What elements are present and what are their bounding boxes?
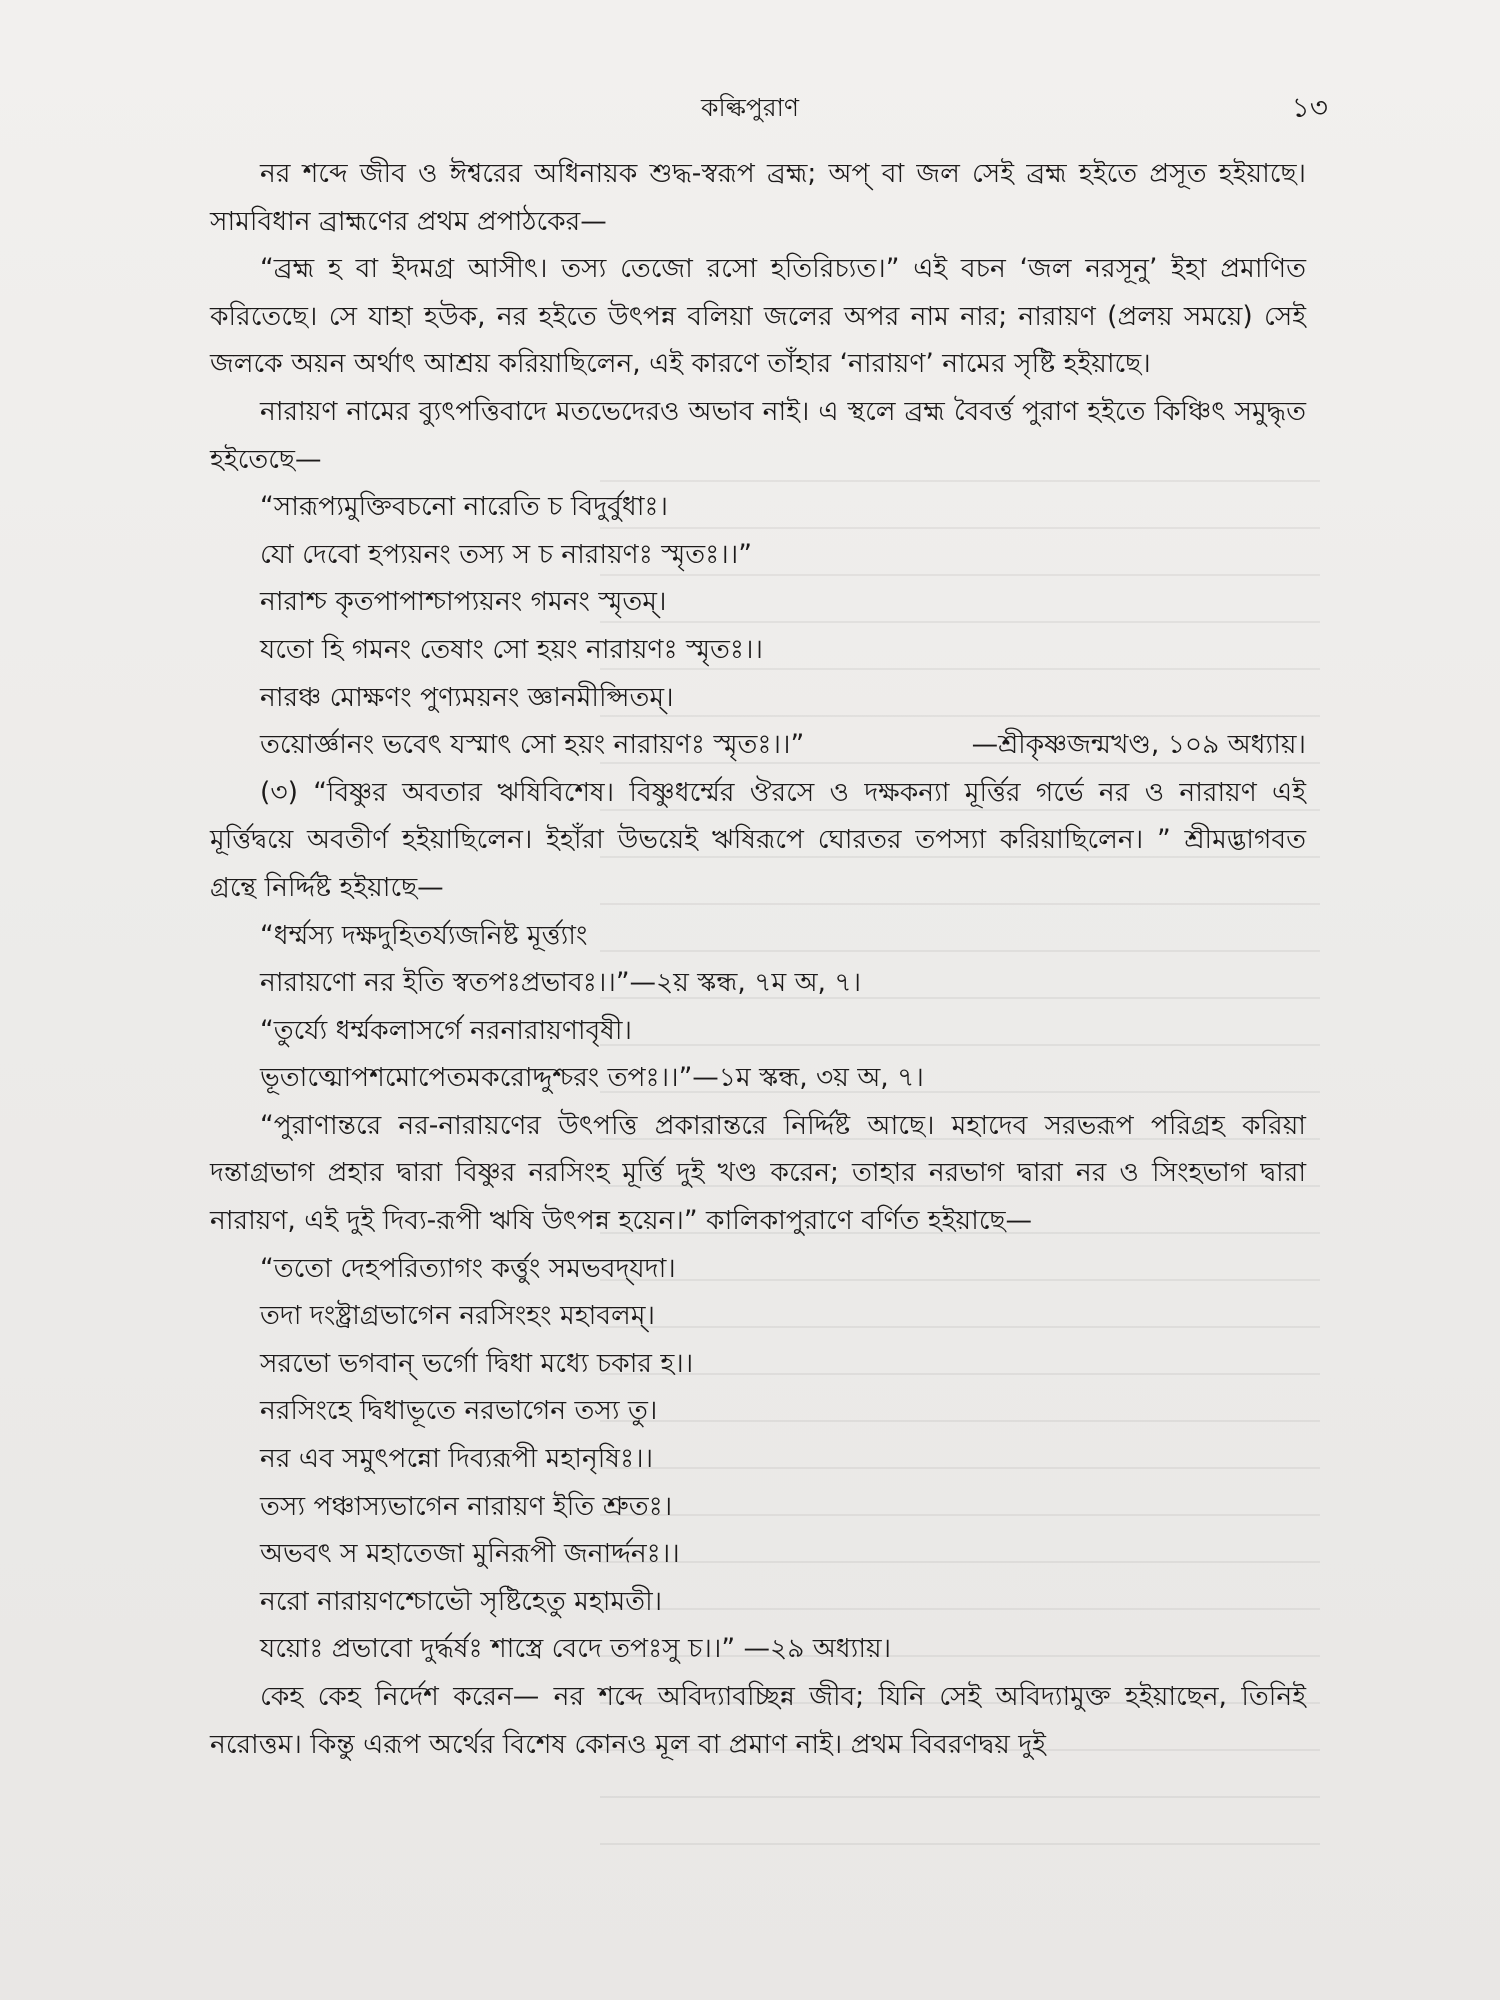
running-title: কল্কিপুরাণ <box>701 93 799 122</box>
page-number: ১৩ <box>1291 91 1328 124</box>
verse-line: নরো নারায়ণশ্চোভৌ সৃষ্টিহেতু মহামতী। <box>260 1585 663 1617</box>
verse-line: তয়োর্জ্ঞানং ভবেৎ যস্মাৎ সো হয়ং নারায়ণঃ স্মৃতঃ।।” <box>260 729 805 761</box>
paragraph: “ব্রহ্ম হ বা ইদমগ্র আসীৎ। তস্য তেজো রসো হতিরিচ্যত।” এই বচন ‘জল নরসূনু’ ইহা প্রমাণিত করিতেছে। সে যাহা হউক, নর হইতে উৎপন্ন বলিয়া জলের অপর নাম নার; নারায়ণ (প্রলয় সময়ে) সেই জলকে অয়ন অর্থাৎ আশ্রয় করিয়াছিলেন, এই কারণে তাঁহার ‘নারায়ণ’ নামের সৃষ্টি হইয়াছে। <box>210 253 1306 380</box>
verse-line: তদা দংষ্ট্রাগ্রভাগেন নরসিংহং মহাবলম্। <box>260 1300 655 1332</box>
paragraph: নর শব্দে জীব ও ঈশ্বরের অধিনায়ক শুদ্ধ-স্বরূপ ব্রহ্ম; অপ্ বা জল সেই ব্রহ্ম হইতে প্রসূত হইয়াছে। সামবিধান ব্রাহ্মণের প্রথম প্রপাঠকের— <box>210 158 1306 237</box>
paragraph: নারায়ণ নামের ব্যুৎপত্তিবাদে মতভেদেরও অভাব নাই। এ স্থলে ব্রহ্ম বৈবর্ত্ত পুরাণ হইতে কিঞ্চিৎ সমুদ্ধৃত হইতেছে— <box>210 395 1306 475</box>
paragraph: কেহ কেহ নির্দেশ করেন— নর শব্দে অবিদ্যাবচ্ছিন্ন জীব; যিনি সেই অবিদ্যামুক্ত হইয়াছেন, তিনিই নরোত্তম। কিন্তু এরূপ অর্থের বিশেষ কোনও মূল বা প্রমাণ নাই। প্রথম বিবরণদ্বয় দুই <box>210 1681 1306 1760</box>
verse-line: নারঞ্চ মোক্ষণং পুণ্যময়নং জ্ঞানমীপ্সিতম্। <box>260 681 674 713</box>
verse-line: “ততো দেহপরিত্যাগং কর্ত্তুং সমভবদ্‌যদা। <box>260 1252 676 1284</box>
verse-attribution: —শ্রীকৃষ্ণজন্মখণ্ড, ১০৯ অধ্যায়। <box>971 729 1306 761</box>
verse-line-with-attribution <box>210 721 1306 769</box>
verse-line: “সারূপ্যমুক্তিবচনো নারেতি চ বিদুর্বুধাঃ। <box>260 491 669 523</box>
paragraph: (৩) “বিষ্ণুর অবতার ঋষিবিশেষ। বিষ্ণুধর্ম্মের ঔরসে ও দক্ষকন্যা মূর্ত্তির গর্ভে নর ও নারায়ণ এই মূর্ত্তিদ্বয়ে অবতীর্ণ হইয়াছিলেন। ইহাঁরা উভয়েই ঋষিরূপে ঘোরতর তপস্যা করিয়াছিলেন। ” শ্রীমদ্ভাগবত গ্রন্থে নির্দ্দিষ্ট হইয়াছে— <box>210 776 1306 903</box>
running-head <box>0 88 1500 128</box>
paragraph: “পুরাণান্তরে নর-নারায়ণের উৎপত্তি প্রকারান্তরে নির্দ্দিষ্ট আছে। মহাদেব সরভরূপ পরিগ্রহ করিয়া দন্তাগ্রভাগ প্রহার দ্বারা বিষ্ণুর নরসিংহ মূর্ত্তি দুই খণ্ড করেন; তাহার নরভাগ দ্বারা নর ও সিংহভাগ দ্বারা নারায়ণ, এই দুই দিব্য-রূপী ঋষি উৎপন্ন হয়েন।” কালিকাপুরাণে বর্ণিত হইয়াছে— <box>210 1109 1306 1237</box>
verse-line: নরসিংহে দ্বিধাভূতে নরভাগেন তস্য তু। <box>260 1395 658 1427</box>
verse-line: “তুর্য্যে ধর্ম্মকলাসর্গে নরনারায়ণাবৃষী। <box>260 1014 632 1046</box>
verse-line: ভূতাত্মোপশমোপেতমকরোদ্দুশ্চরং তপঃ।।”—১ম স্কন্ধ, ৩য় অ, ৭। <box>260 1062 924 1094</box>
verse-line: “ধর্ম্মস্য দক্ষদুহিতর্য্যজনিষ্ট মূর্ত্ত্যাং <box>260 919 588 951</box>
verse-line: তস্য পঞ্চাস্যভাগেন নারায়ণ ইতি শ্রুতঃ। <box>260 1490 673 1522</box>
verse-line: যো দেবো হপ্যয়নং তস্য স চ নারায়ণঃ স্মৃতঃ।।” <box>260 538 752 570</box>
verse-line: অভবৎ স মহাতেজা মুনিরূপী জনার্দ্দনঃ।। <box>260 1538 680 1570</box>
verse-line: নারায়ণো নর ইতি স্বতপঃপ্রভাবঃ।।”—২য় স্কন্ধ, ৭ম অ, ৭। <box>260 967 862 999</box>
body-text <box>210 150 1306 1768</box>
verse-line: নারাশ্চ কৃতপাপাশ্চাপ্যয়নং গমনং স্মৃতম্। <box>260 586 667 618</box>
verse-line: সরভো ভগবান্ ভর্গো দ্বিধা মধ্যে চকার হ।। <box>260 1347 694 1379</box>
verse-line: যতো হি গমনং তেষাং সো হয়ং নারায়ণঃ স্মৃতঃ।। <box>260 633 763 665</box>
verse-line: যয়োঃ প্রভাবো দুর্দ্ধর্ষঃ শাস্ত্রে বেদে তপঃসু চ।।” —২৯ অধ্যায়। <box>260 1633 892 1665</box>
verse-line: নর এব সমুৎপন্নো দিব্যরূপী মহানৃষিঃ।। <box>260 1443 654 1475</box>
